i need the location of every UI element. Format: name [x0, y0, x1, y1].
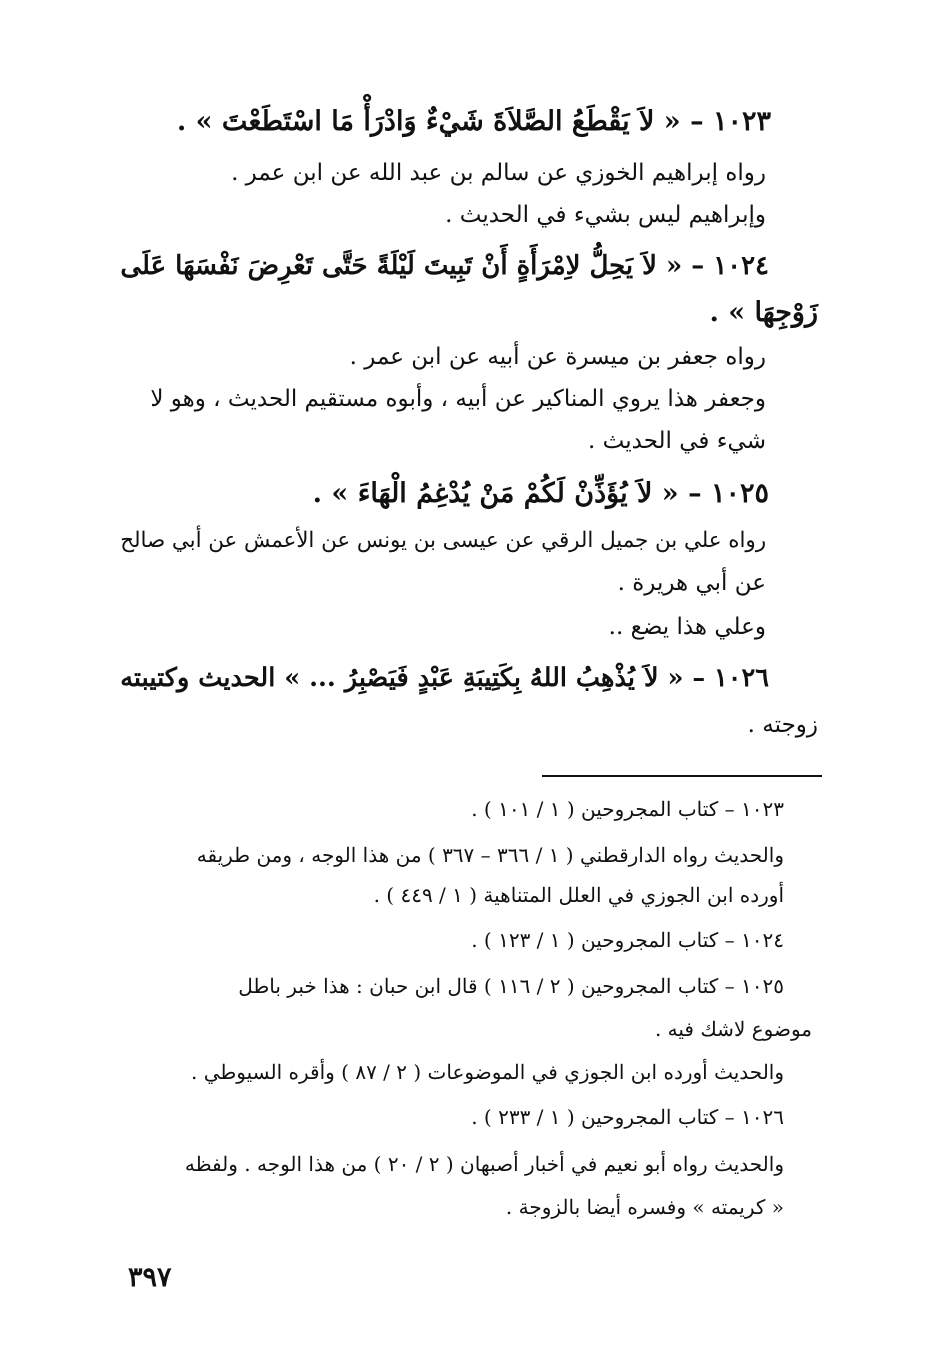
- footnote-line-4: ١٠٢٤ – كتاب المجروحين ( ١ / ١٢٣ ) .: [471, 928, 784, 952]
- footnote-line-7: والحديث أورده ابن الجوزي في الموضوعات ( ٢ / ٨٧ ) وأقره السيوطي .: [191, 1060, 784, 1084]
- footnote-line-1: ١٠٢٣ – كتاب المجروحين ( ١ / ١٠١ ) .: [471, 797, 784, 821]
- hadith-1026-text: ١٠٢٦ – « لاَ يُذْهِبُ اللهُ بِكَتِيبَةِ عَبْدٍ فَيَصْبِرُ ... » الحديث وكتيبته: [120, 663, 769, 693]
- footnote-line-8: ١٠٢٦ – كتاب المجروحين ( ١ / ٢٣٣ ) .: [471, 1105, 784, 1129]
- entry-1024-line-2: وجعفر هذا يروي المناكير عن أبيه ، وأبوه مستقيم الحديث ، وهو لا: [150, 386, 766, 412]
- hadith-1025-text: ١٠٢٥ – « لاَ يُؤَذِّنْ لَكُمْ مَنْ يُدْغِمُ الْهَاءَ » .: [312, 478, 769, 509]
- hadith-1023-text: ١٠٢٣ – « لاَ يَقْطَعُ الصَّلاَةَ شَيْءٌ وَادْرَأْ مَا اسْتَطَعْتَ » .: [176, 106, 771, 137]
- footnote-line-5: ١٠٢٥ – كتاب المجروحين ( ٢ / ١١٦ ) قال ابن حبان : هذا خبر باطل: [238, 974, 784, 998]
- entry-1023-line-1: رواه إبراهيم الخوزي عن سالم بن عبد الله عن ابن عمر .: [231, 160, 766, 186]
- footnote-line-9: والحديث رواه أبو نعيم في أخبار أصبهان ( ٢ / ٢٠ ) من هذا الوجه . ولفظه: [184, 1152, 784, 1176]
- footnote-line-2: والحديث رواه الدارقطني ( ١ / ٣٦٦ – ٣٦٧ ) من هذا الوجه ، ومن طريقه: [196, 843, 784, 867]
- entry-1025-line-2: عن أبي هريرة .: [617, 570, 766, 596]
- hadith-1024-text-cont: زَوْجِهَا » .: [709, 297, 818, 328]
- entry-1025-line-1: رواه علي بن جميل الرقي عن عيسى بن يونس عن الأعمش عن أبي صالح: [120, 528, 766, 553]
- footnote-separator: [542, 775, 822, 777]
- entry-1026-line-1: زوجته .: [747, 712, 818, 738]
- entry-1024-line-1: رواه جعفر بن ميسرة عن أبيه عن ابن عمر .: [349, 344, 766, 370]
- hadith-1024-text: ١٠٢٤ – « لاَ يَحِلُّ لاِمْرَأَةٍ أَنْ تَبِيتَ لَيْلَةً حَتَّى تَعْرِضَ نَفْسَهَا عَلَى: [120, 251, 769, 281]
- footnote-line-10: « كريمته » وفسره أيضا بالزوجة .: [505, 1195, 784, 1219]
- entry-1024-line-3: شيء في الحديث .: [588, 428, 766, 454]
- entry-1025-line-3: وعلي هذا يضع ..: [608, 614, 766, 640]
- footnote-line-6: موضوع لاشك فيه .: [654, 1017, 812, 1041]
- footnote-line-3: أورده ابن الجوزي في العلل المتناهية ( ١ / ٤٤٩ ) .: [373, 883, 784, 907]
- page-number: ٣٩٧: [128, 1262, 172, 1293]
- entry-1023-line-2: وإبراهيم ليس بشيء في الحديث .: [445, 202, 766, 228]
